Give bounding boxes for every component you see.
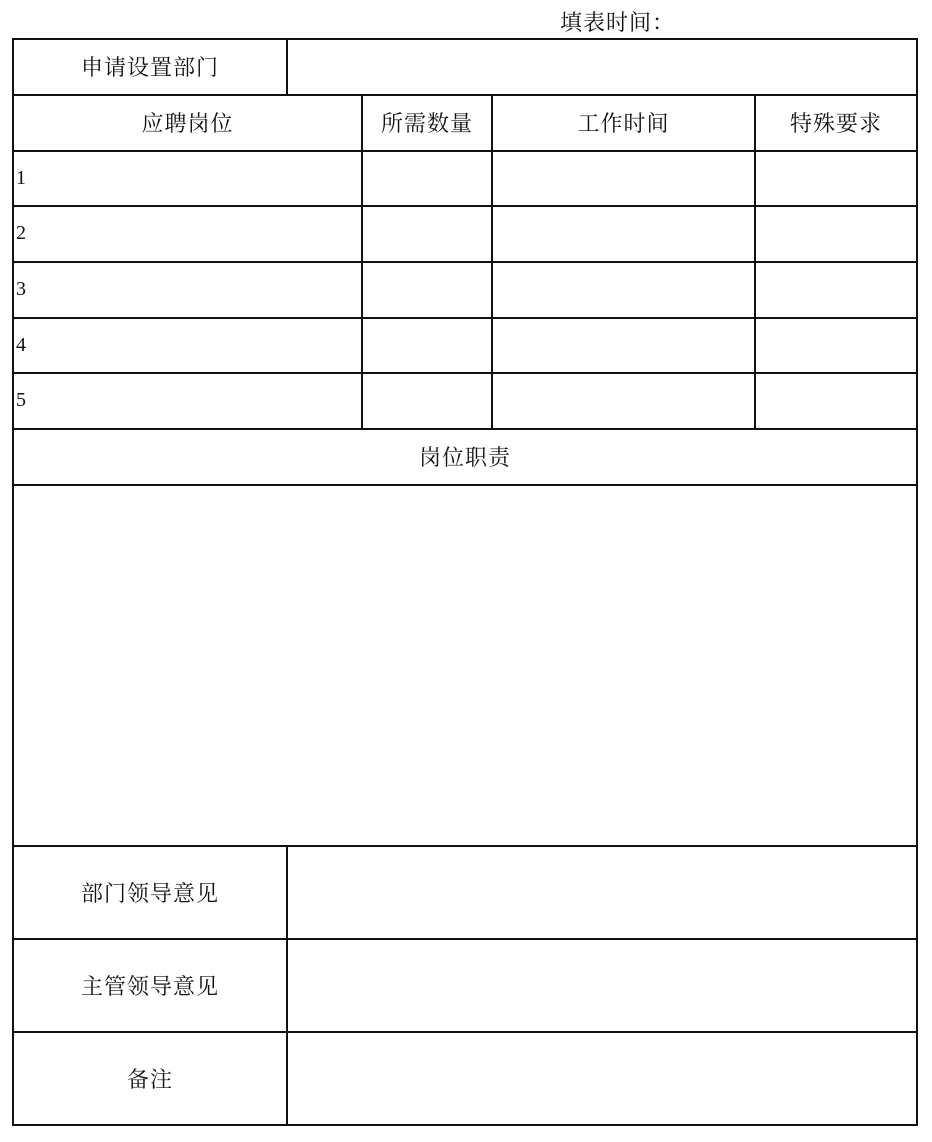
duties-field[interactable] xyxy=(14,486,916,845)
rule xyxy=(12,317,918,319)
row-number: 2 xyxy=(16,222,26,244)
row-number: 3 xyxy=(16,278,26,300)
col-special-req: 特殊要求 xyxy=(789,112,882,137)
remarks-field[interactable] xyxy=(288,1033,916,1124)
dept-leader-field[interactable] xyxy=(288,847,916,938)
row-number: 1 xyxy=(16,166,26,189)
col-work-time: 工作时间 xyxy=(577,112,670,137)
rule xyxy=(12,205,918,207)
duties-label: 岗位职责 xyxy=(418,446,511,471)
chief-leader-field[interactable] xyxy=(288,940,916,1031)
col-position: 应聘岗位 xyxy=(141,112,234,137)
dept-leader-label: 部门领导意见 xyxy=(80,881,219,907)
rule xyxy=(12,261,918,263)
remarks-label: 备注 xyxy=(126,1067,173,1093)
rule xyxy=(916,38,918,1126)
row-number: 4 xyxy=(16,333,26,356)
chief-leader-label: 主管领导意见 xyxy=(80,974,219,1000)
dept-label: 申请设置部门 xyxy=(80,56,219,81)
rule xyxy=(12,372,918,374)
fill-time-label: 填表时间： xyxy=(560,11,676,36)
col-quantity: 所需数量 xyxy=(380,112,473,137)
row-number: 5 xyxy=(16,389,26,411)
dept-field[interactable] xyxy=(288,40,916,94)
